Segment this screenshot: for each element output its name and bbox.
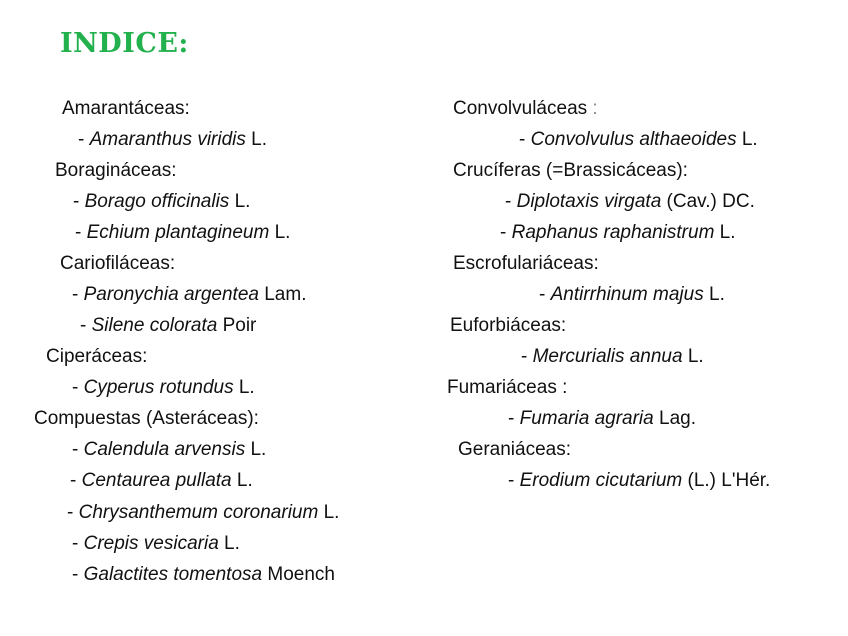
species-entry: [505, 190, 755, 214]
species-author: (Cav.) DC.: [661, 191, 755, 212]
species-name: Echium plantagineum: [86, 222, 270, 243]
family-label: Amarantáceas:: [62, 98, 190, 119]
family-label: Convolvuláceas: [453, 98, 588, 119]
species-name: Paronychia argentea: [83, 284, 259, 305]
species-entry: [67, 501, 339, 525]
species-author: Lam.: [258, 284, 307, 305]
family-label: Escrofulariáceas:: [453, 253, 599, 274]
family-label: Euforbiáceas:: [450, 315, 567, 336]
species-author: L.: [269, 222, 291, 243]
species-name: Raphanus raphanistrum: [511, 222, 715, 243]
species-entry: [72, 376, 255, 400]
family-colon: :: [587, 98, 598, 119]
dash: -: [508, 408, 520, 429]
species-author: L.: [703, 284, 725, 305]
dash: -: [67, 502, 79, 523]
species-entry: [70, 469, 253, 493]
species-author: L.: [682, 346, 704, 367]
family-euforbiaceas: [450, 314, 566, 338]
species-author: L.: [318, 502, 340, 523]
species-name: Convolvulus althaeoides: [530, 129, 737, 150]
species-author: L.: [218, 533, 240, 554]
species-author: Poir: [217, 315, 257, 336]
species-author: L.: [736, 129, 758, 150]
dash: -: [72, 533, 84, 554]
dash: -: [70, 470, 82, 491]
family-fumariaceas: [447, 376, 567, 400]
family-cruciferas: [453, 159, 688, 183]
species-entry: [519, 128, 758, 152]
dash: -: [519, 129, 531, 150]
species-entry: [75, 221, 290, 245]
species-entry: [508, 469, 770, 493]
species-author: L.: [231, 470, 253, 491]
species-entry: [72, 563, 335, 587]
dash: -: [500, 222, 512, 243]
species-name: Galactites tomentosa: [83, 564, 263, 585]
species-author: Lag.: [653, 408, 696, 429]
page-title: INDICE:: [60, 28, 189, 59]
species-author: L.: [245, 129, 268, 150]
species-name: Fumaria agraria: [519, 408, 654, 429]
species-entry: [539, 283, 725, 307]
species-name: Chrysanthemum coronarium: [78, 502, 319, 523]
species-author: Moench: [262, 564, 335, 585]
species-entry: [521, 345, 704, 369]
dash: -: [72, 564, 84, 585]
species-author: L.: [233, 377, 255, 398]
species-entry: [73, 190, 250, 214]
dash: -: [539, 284, 551, 305]
species-name: Amaranthus viridis: [89, 129, 246, 150]
family-label: Boragináceas:: [55, 160, 177, 181]
species-entry: [78, 128, 267, 152]
family-boraginaceas: [55, 159, 176, 183]
species-name: Crepis vesicaria: [83, 533, 219, 554]
dash: -: [508, 470, 520, 491]
species-name: Antirrhinum majus: [550, 284, 704, 305]
dash: -: [73, 191, 85, 212]
species-name: Cyperus rotundus: [83, 377, 234, 398]
dash: -: [72, 439, 84, 460]
species-name: Borago officinalis: [84, 191, 230, 212]
family-label: Fumariáceas :: [447, 377, 568, 398]
species-name: Centaurea pullata: [81, 470, 232, 491]
species-name: Erodium cicutarium: [519, 470, 683, 491]
dash: -: [72, 284, 84, 305]
species-entry: [500, 221, 736, 245]
family-label: Ciperáceas:: [46, 346, 148, 367]
dash: -: [75, 222, 87, 243]
family-geraniaceas: [458, 438, 571, 462]
species-entry: [508, 407, 696, 431]
family-convolvulaceas: [453, 97, 598, 121]
species-name: Silene colorata: [91, 315, 218, 336]
family-compuestas: [34, 407, 259, 431]
family-label: Geraniáceas:: [458, 439, 572, 460]
species-name: Diplotaxis virgata: [516, 191, 662, 212]
species-name: Mercurialis annua: [532, 346, 683, 367]
species-author: L.: [229, 191, 251, 212]
dash: -: [80, 315, 92, 336]
dash: -: [78, 129, 90, 150]
species-author: L.: [245, 439, 267, 460]
species-entry: [80, 314, 256, 338]
family-cariofilaceas: [60, 252, 175, 276]
family-label: Compuestas (Asteráceas):: [34, 408, 259, 429]
species-name: Calendula arvensis: [83, 439, 246, 460]
species-author: L.: [714, 222, 736, 243]
family-label: Crucíferas (=Brassicáceas):: [453, 160, 688, 181]
family-label: Cariofiláceas:: [60, 253, 176, 274]
species-entry: [72, 532, 240, 556]
dash: -: [505, 191, 517, 212]
family-ciperaceas: [46, 345, 147, 369]
family-escrofulariaceas: [453, 252, 599, 276]
species-entry: [72, 283, 306, 307]
dash: -: [72, 377, 84, 398]
family-amarantaceas: [62, 97, 190, 121]
species-entry: [72, 438, 266, 462]
dash: -: [521, 346, 533, 367]
species-author: (L.) L'Hér.: [682, 470, 771, 491]
